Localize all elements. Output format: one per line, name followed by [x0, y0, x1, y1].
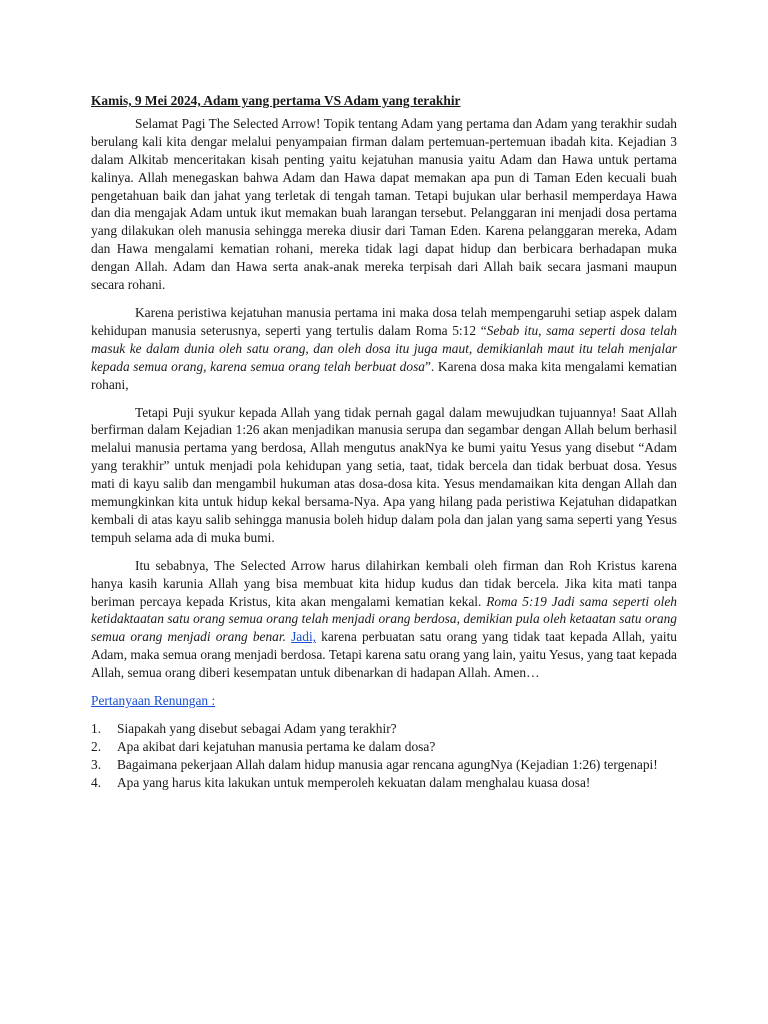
- paragraph-4: [91, 557, 677, 682]
- list-item-number: 2.: [91, 738, 102, 754]
- paragraph-4-quote: Roma 5:19 Jadi sama seperti oleh ketidaktaatan satu orang semua orang telah menjadi orang berdosa, demikian pula oleh ketaatan satu orang semua orang menjadi orang benar.: [91, 593, 677, 645]
- paragraph-2: [91, 304, 677, 394]
- document-title: Kamis, 9 Mei 2024, Adam yang pertama VS Adam yang terakhir: [91, 93, 461, 108]
- list-item: [91, 738, 677, 756]
- list-item: [91, 720, 677, 738]
- questions-list: [91, 720, 677, 792]
- questions-heading-link[interactable]: Pertanyaan Renungan :: [91, 693, 216, 709]
- list-item-number: 3.: [91, 756, 102, 772]
- list-item-text: Apa yang harus kita lakukan untuk memperoleh kekuatan dalam menghalau kuasa dosa!: [117, 774, 591, 790]
- paragraph-2-text-b: ”. Karena dosa maka kita mengalami kematian rohani,: [91, 358, 677, 392]
- list-item-number: 4.: [91, 774, 102, 790]
- paragraph-4-text-b: karena perbuatan satu orang yang tidak taat kepada Allah, yaitu Adam, maka semua orang menjadi berdosa. Tetapi karena satu orang yang lain, yaitu Yesus, yang taat kepada Allah, semua orang diberi kesempatan untuk dibenarkan di hadapan Allah. Amen…: [91, 629, 677, 681]
- list-item-text: Bagaimana pekerjaan Allah dalam hidup manusia agar rencana agungNya (Kejadian 1:26) tergenapi!: [117, 756, 658, 772]
- document-page: [91, 92, 677, 792]
- list-item: [91, 756, 677, 774]
- paragraph-2-text-a: Karena peristiwa kejatuhan manusia pertama ini maka dosa telah mempengaruhi setiap aspek dalam kehidupan manusia seterusnya, seperti yang tertulis dalam Roma 5:12 “: [91, 304, 677, 338]
- list-item: [91, 774, 677, 792]
- paragraph-4-link[interactable]: Jadi,: [291, 629, 317, 645]
- list-item-text: Apa akibat dari kejatuhan manusia pertama ke dalam dosa?: [117, 738, 436, 754]
- paragraph-4-text-a: Itu sebabnya, The Selected Arrow harus dilahirkan kembali oleh firman dan Roh Kristus karena hanya kasih karunia Allah yang bisa membuat kita hidup kudus dan tidak bercela. Jika kita mati tanpa beriman percaya kepada Kristus, kita akan mengalami kematian kekal.: [91, 557, 677, 609]
- paragraph-2-quote: Sebab itu, sama seperti dosa telah masuk ke dalam dunia oleh satu orang, dan oleh dosa itu juga maut, demikianlah maut itu telah menjalar kepada semua orang, karena semua orang telah berbuat dosa: [91, 322, 677, 374]
- list-item-number: 1.: [91, 721, 102, 736]
- paragraph-3: Tetapi Puji syukur kepada Allah yang tidak pernah gagal dalam mewujudkan tujuannya! Saat Allah berfirman dalam Kejadian 1:26 akan menjadikan manusia serupa dan segambar dengan Allah belum berhasil melalui manusia pertama yang berdosa, Allah mengutus anakNya ke bumi yaitu Yesus yang disebut “Adam yang terakhir” untuk menjadi pola kehidupan yang setia, taat, tidak bercela dan tidak berbuat dosa. Yesus mati di kayu salib dan mengambil hukuman atas dosa-dosa kita. Yesus mendamaikan kita dengan Allah dan memungkinkan kita untuk hidup kekal bersama-Nya. Apa yang hilang pada peristiwa Kejatuhan didapatkan kembali di atas kayu salib sehingga manusia boleh hidup dalam pola dan jalan yang sama seperti yang Yesus tempuh selama ada di muka bumi.: [91, 404, 677, 545]
- list-item-text: Siapakah yang disebut sebagai Adam yang terakhir?: [117, 721, 397, 736]
- paragraph-1: Selamat Pagi The Selected Arrow! Topik tentang Adam yang pertama dan Adam yang terakhir sudah berulang kali kita dengar melalui penyampaian firman dalam pertemuan-pertemuan ibadah kita. Kejadian 3 dalam Alkitab menceritakan kisah penting yaitu kejatuhan manusia yaitu Adam dan Hawa untuk pertama kalinya. Allah menegaskan bahwa Adam dan Hawa dapat memakan apa pun di Taman Eden kecuali buah pengetahuan baik dan jahat yang terletak di tengah taman. Tetapi bujukan ular berhasil memperdaya Hawa dan dia mengajak Adam untuk ikut memakan buah larangan tersebut. Pelanggaran ini menjadi dosa pertama yang dilakukan oleh manusia sehingga mereka diusir dari Taman Eden. Karena pelanggaran mereka, Adam dan Hawa mengalami kematian rohani, mereka tidak lagi dapat hidup dan berbicara berhadapan muka dengan Allah. Adam dan Hawa serta anak-anak mereka terpisah dari Allah baik secara jasmani maupun secara rohani.: [91, 115, 677, 293]
